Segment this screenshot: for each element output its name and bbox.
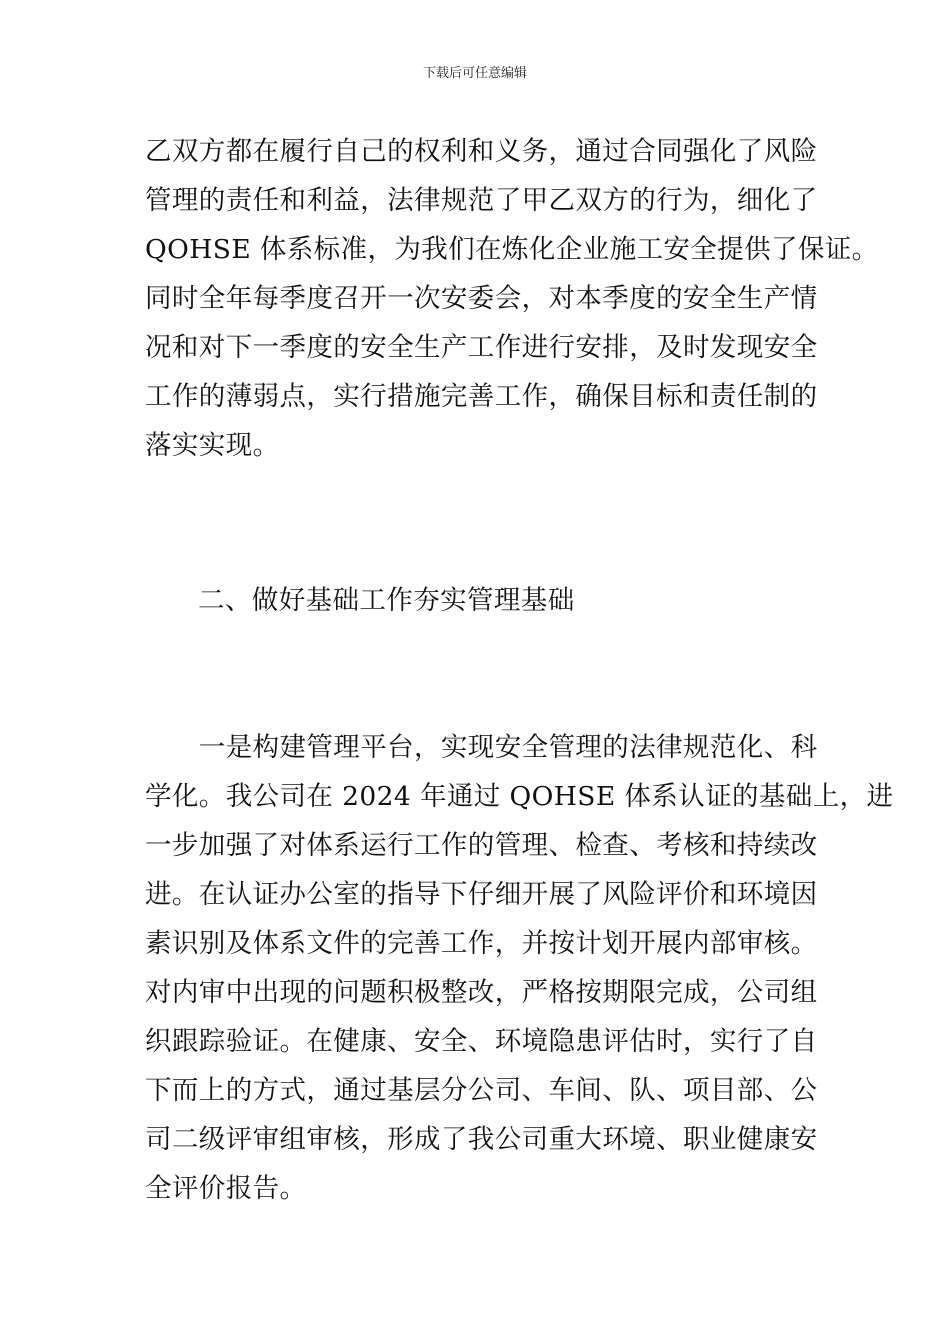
header-note: 下载后可任意编辑: [422, 66, 527, 81]
paragraph-line: 况和对下一季度的安全生产工作进行安排，及时发现安全: [145, 332, 818, 363]
body-paragraph-1: [145, 127, 879, 470]
paragraph-line: 素识别及体系文件的完善工作，并按计划开展内部审核。: [145, 928, 818, 959]
paragraph-line: 一步加强了对体系运行工作的管理、检查、考核和持续改: [145, 830, 818, 861]
paragraph-line: 乙双方都在履行自己的权利和义务，通过合同强化了风险: [145, 136, 818, 167]
paragraph-line: 司二级评审组审核，形成了我公司重大环境、职业健康安: [145, 1124, 818, 1155]
paragraph-line: QOHSE 体系标准，为我们在炼化企业施工安全提供了保证。: [145, 234, 879, 265]
paragraph-line: 管理的责任和利益，法律规范了甲乙双方的行为，细化了: [145, 185, 818, 216]
paragraph-line: 同时全年每季度召开一次安委会，对本季度的安全生产情: [145, 283, 818, 314]
paragraph-line: 工作的薄弱点，实行措施完善工作，确保目标和责任制的: [145, 381, 818, 412]
paragraph-line: 学化。我公司在 2024 年通过 QOHSE 体系认证的基础上，进: [145, 781, 894, 812]
paragraph-line: 织跟踪验证。在健康、安全、环境隐患评估时，实行了自: [145, 1026, 818, 1057]
paragraph-line: 一是构建管理平台，实现安全管理的法律规范化、科: [145, 732, 818, 763]
section-heading: 二、做好基础工作夯实管理基础: [198, 585, 575, 616]
paragraph-line: 进。在认证办公室的指导下仔细开展了风险评价和环境因: [145, 879, 818, 910]
paragraph-line: 对内审中出现的问题积极整改，严格按期限完成，公司组: [145, 977, 818, 1008]
body-paragraph-2: [145, 723, 894, 1213]
paragraph-line: 全评价报告。: [145, 1173, 307, 1204]
paragraph-line: 下而上的方式，通过基层分公司、车间、队、项目部、公: [145, 1075, 818, 1106]
paragraph-line: 落实实现。: [145, 430, 280, 461]
